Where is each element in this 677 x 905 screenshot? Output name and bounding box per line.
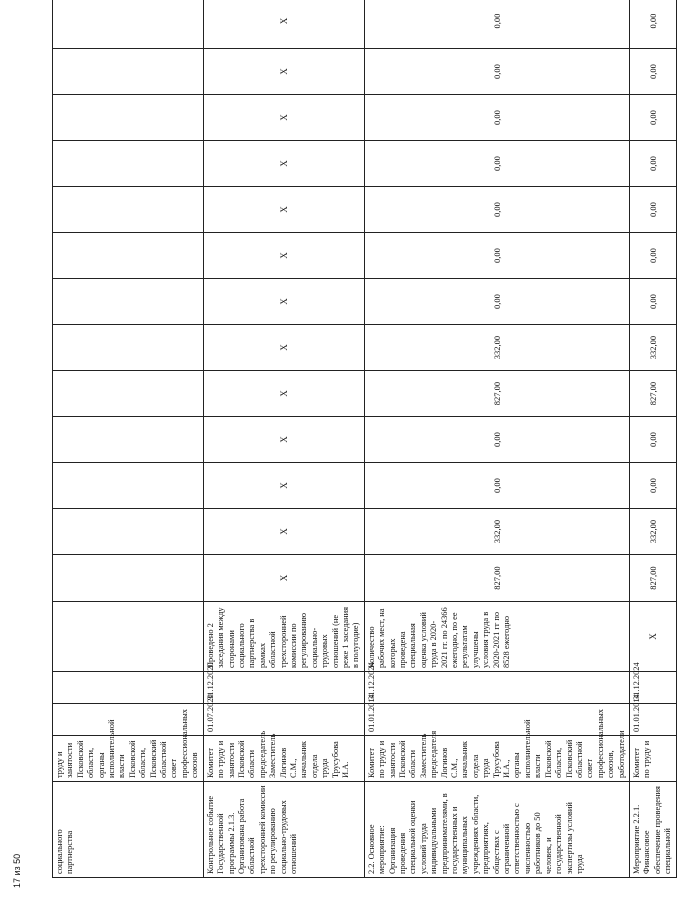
- value-cell: [53, 371, 204, 417]
- value-cell: 332,00: [364, 325, 629, 371]
- value-cell: 0,00: [629, 49, 676, 95]
- measure-name-cell: Контрольное событие Государственной программы 2.1.3. Организована работа областной трехсторонней комиссии по регулированию социально-трудовых отношений: [203, 782, 364, 878]
- value-cell: 0,00: [629, 233, 676, 279]
- value-cell: [53, 233, 204, 279]
- value-cell: X: [203, 463, 364, 509]
- measure-name-cell: 2.2. Основное мероприятие: Организация проведения специальной оценки условий труда индивидуальными предпринимателями, в государственных и муниципальных учреждениях области, предприятиях, обществах с ограниченной ответственностью с численностью работников до 50 человек, и государственной экспертизы условий труда: [364, 782, 629, 878]
- value-cell: 0,00: [629, 0, 676, 49]
- executor-cell: Комитет по труду и: [629, 736, 676, 782]
- value-cell: 0,00: [364, 463, 629, 509]
- value-cell: 0,00: [364, 0, 629, 49]
- value-cell: X: [203, 49, 364, 95]
- executor-cell: труду и занятости Псковской области, органы исполнительной власти Псковской области, Псковский областной совет профессиональных союзов: [53, 736, 204, 782]
- value-cell: [53, 509, 204, 555]
- value-cell: [53, 555, 204, 602]
- value-cell: 332,00: [629, 509, 676, 555]
- end-date-cell: 31.12.2024: [629, 672, 676, 704]
- value-cell: 0,00: [364, 95, 629, 141]
- value-cell: X: [203, 187, 364, 233]
- value-cell: 827,00: [629, 371, 676, 417]
- value-cell: X: [203, 279, 364, 325]
- value-cell: X: [203, 95, 364, 141]
- value-cell: 0,00: [364, 279, 629, 325]
- executor-cell: Комитет по труду и занятости Псковской области Заместитель председателя Логинов С.М., начальник отдела труда Трусубова И.А., органы исполнительной власти Псковской области, Псковский областной совет профессиональных союзов, работодатели: [364, 736, 629, 782]
- table-row: [364, 0, 629, 878]
- measure-name-cell: социального партнерства: [53, 782, 204, 878]
- value-cell: 0,00: [629, 417, 676, 463]
- value-cell: 0,00: [629, 279, 676, 325]
- value-cell: 332,00: [629, 325, 676, 371]
- page-number: 17 из 50: [12, 853, 22, 888]
- executor-cell: Комитет по труду и занятости Псковской области председатель Заместитель Логинов С.М., начальник отдела труда Трусубова И.А.: [203, 736, 364, 782]
- value-cell: 0,00: [364, 141, 629, 187]
- value-cell: X: [203, 555, 364, 602]
- value-cell: 0,00: [364, 49, 629, 95]
- value-cell: [53, 49, 204, 95]
- value-cell: [53, 279, 204, 325]
- value-cell: 0,00: [364, 187, 629, 233]
- value-cell: [53, 95, 204, 141]
- end-date-cell: 31.12.2024: [364, 672, 629, 704]
- value-cell: [53, 141, 204, 187]
- value-cell: [53, 0, 204, 49]
- value-cell: X: [203, 233, 364, 279]
- value-cell: 0,00: [364, 233, 629, 279]
- result-cell: X: [629, 602, 676, 672]
- end-date-cell: [53, 672, 204, 704]
- value-cell: 0,00: [629, 463, 676, 509]
- value-cell: 0,00: [629, 95, 676, 141]
- value-cell: [53, 325, 204, 371]
- start-date-cell: 01.07.2020: [203, 704, 364, 736]
- value-cell: 827,00: [364, 371, 629, 417]
- value-cell: X: [203, 0, 364, 49]
- value-cell: [53, 417, 204, 463]
- rotated-table-wrapper: [52, 13, 673, 878]
- value-cell: [53, 187, 204, 233]
- table-row: [203, 0, 364, 878]
- table-row: [53, 0, 204, 878]
- measure-name-cell: Мероприятие 2.2.1. Финансовое обеспечение проведения специальной: [629, 782, 676, 878]
- value-cell: 827,00: [364, 555, 629, 602]
- result-cell: Проведено 2 заседания между сторонами социального партнерства в рамках областной трехсторонней комиссии по регулированию социально-трудовых отношений (не реже 1 заседания в полугодие): [203, 602, 364, 672]
- start-date-cell: 01.01.2014: [629, 704, 676, 736]
- value-cell: X: [203, 417, 364, 463]
- value-cell: 0,00: [629, 187, 676, 233]
- value-cell: 827,00: [629, 555, 676, 602]
- value-cell: X: [203, 509, 364, 555]
- table-row: [629, 0, 676, 878]
- result-cell: [53, 602, 204, 672]
- value-cell: X: [203, 141, 364, 187]
- value-cell: X: [203, 325, 364, 371]
- result-cell: Количество рабочих мест, на которых проведена специальная оценка условий труда в 2020-2021 гг. по 24366 ежегодно, по ее результатам улучшены условия труда в 2020-2021 гг по 8528 ежегодно: [364, 602, 629, 672]
- value-cell: 0,00: [364, 417, 629, 463]
- value-cell: [53, 463, 204, 509]
- end-date-cell: 31.12.2020: [203, 672, 364, 704]
- program-table: [52, 0, 677, 878]
- value-cell: 0,00: [629, 141, 676, 187]
- value-cell: 332,00: [364, 509, 629, 555]
- value-cell: X: [203, 371, 364, 417]
- start-date-cell: 01.01.2014: [364, 704, 629, 736]
